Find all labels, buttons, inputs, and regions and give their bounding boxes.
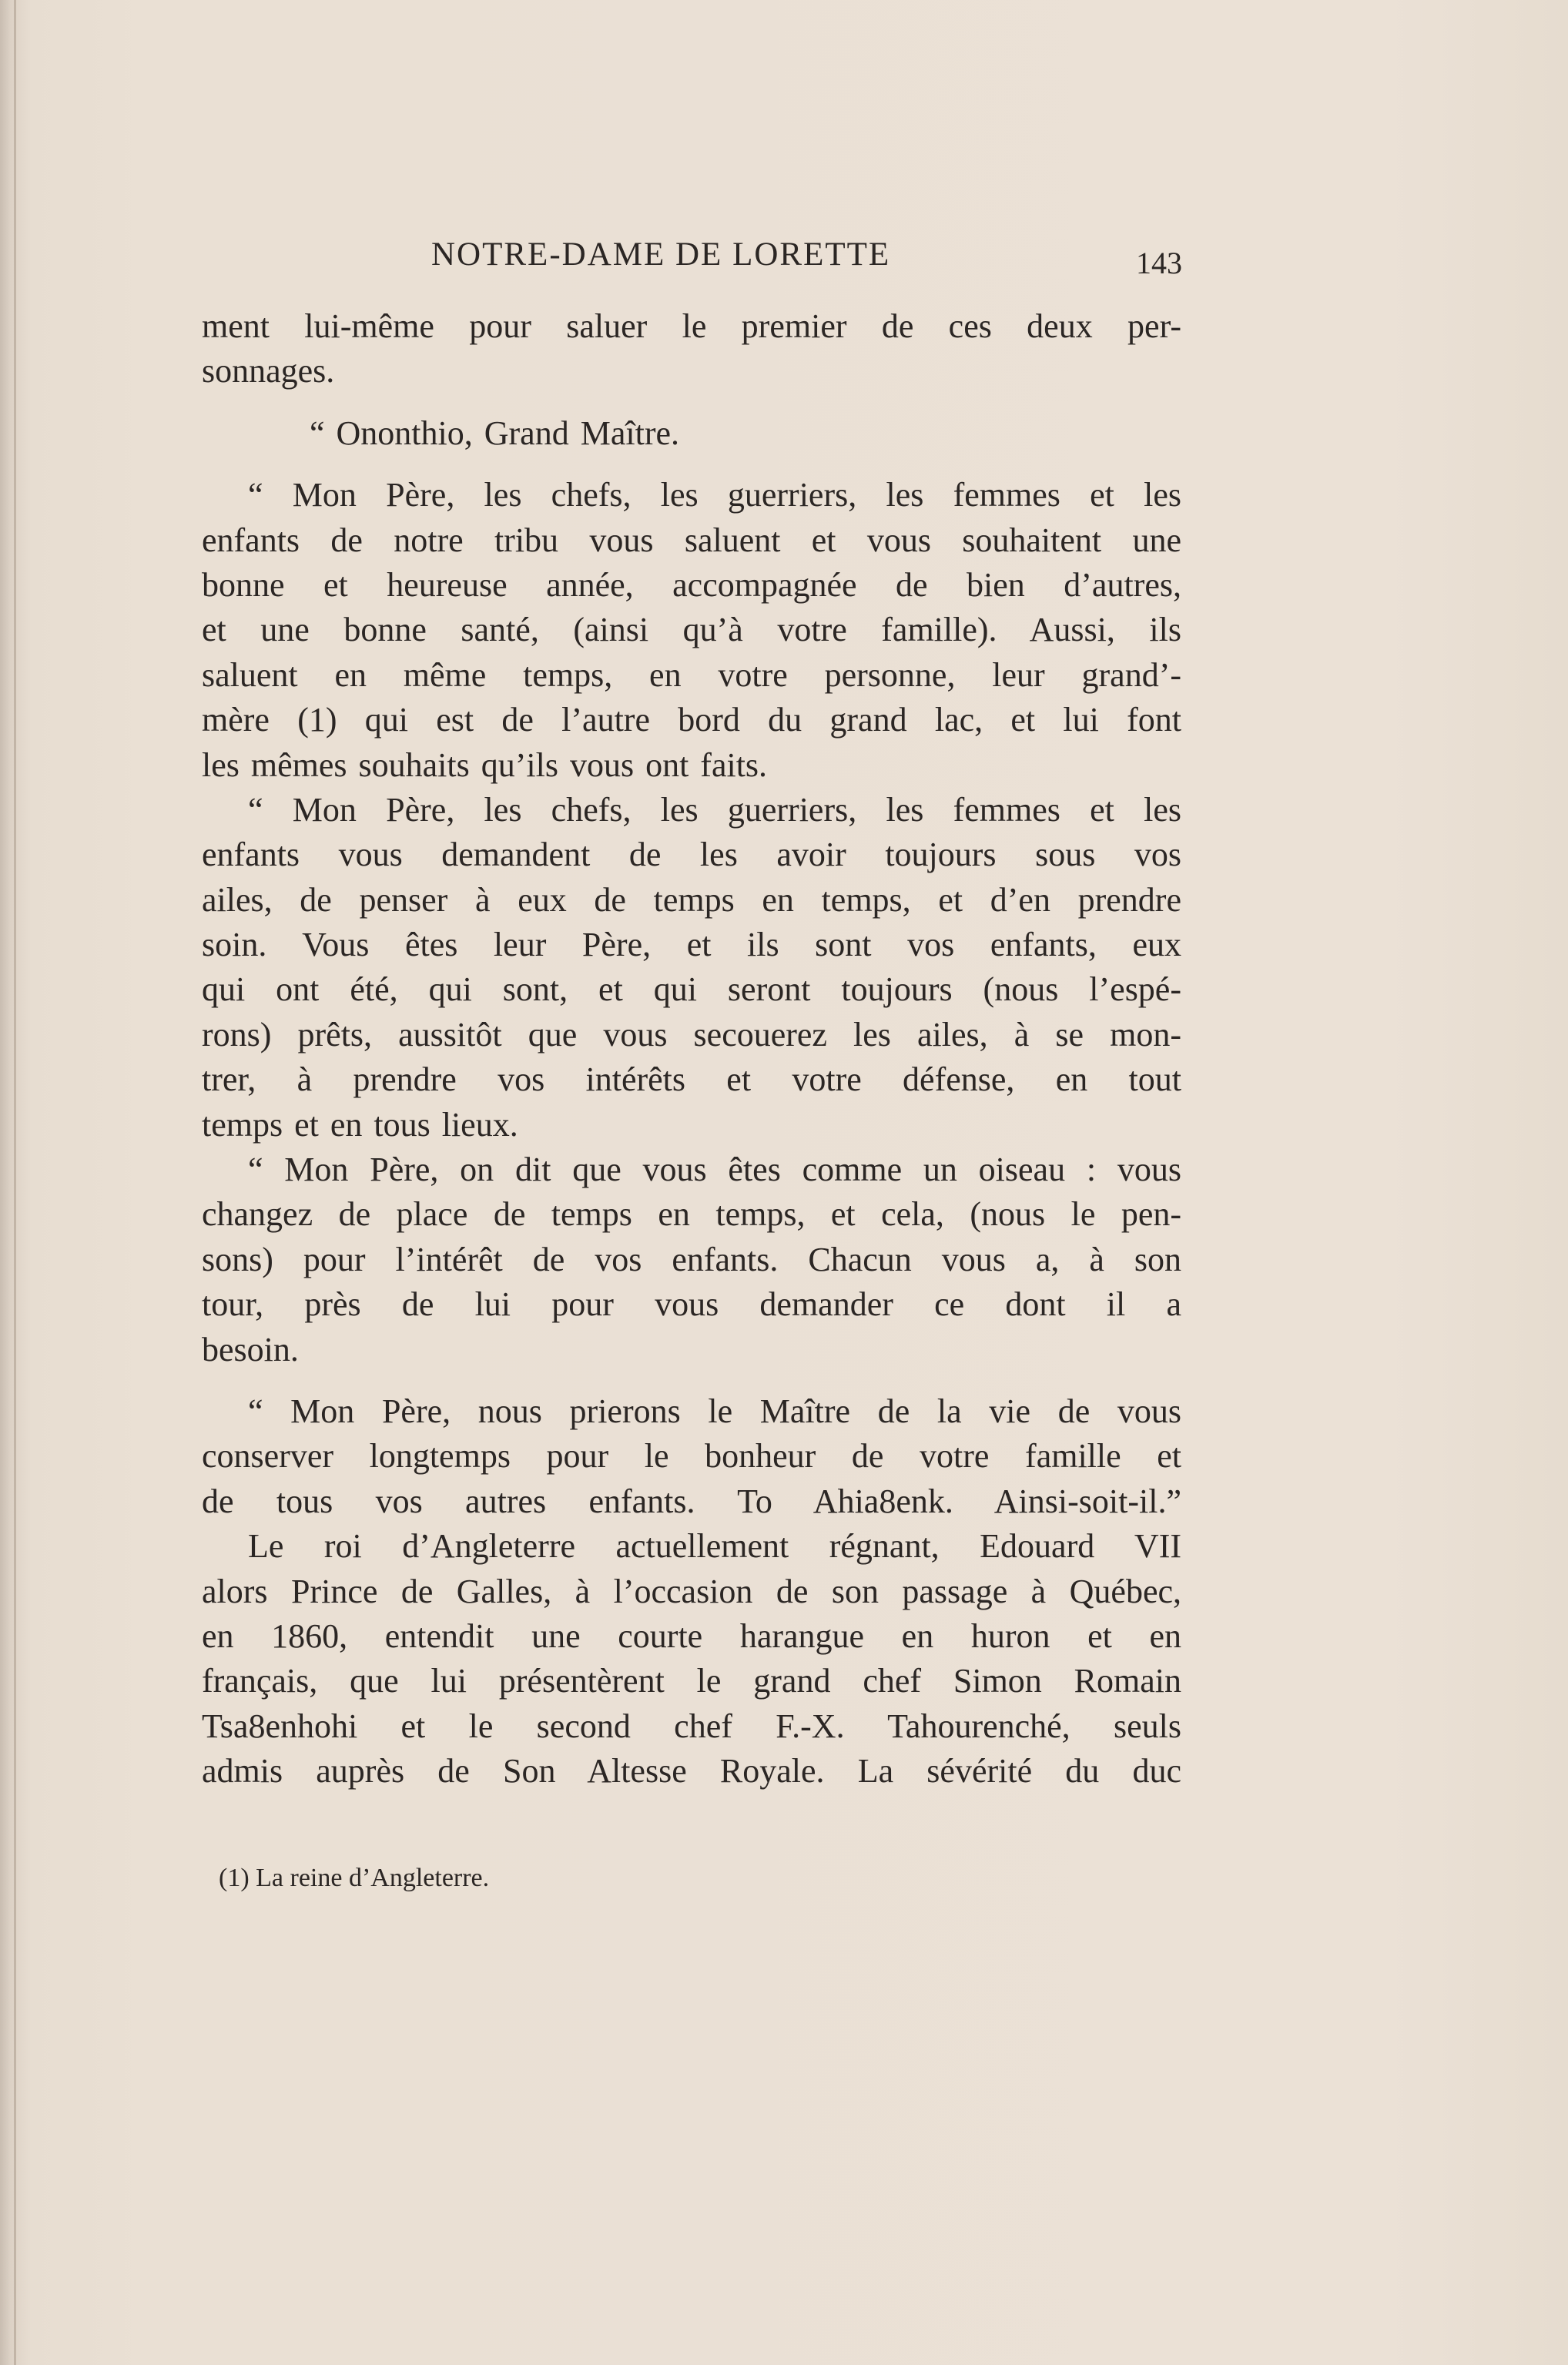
text-line: ailes, de penser à eux de temps en temps, et d’en prendre <box>202 880 1181 919</box>
paragraph-gap <box>202 456 1181 473</box>
page-number: 143 <box>1136 246 1182 280</box>
text-line: soin. Vous êtes leur Père, et ils sont vos enfants, eux <box>202 926 1181 964</box>
footnote: (1) La reine d’Angleterre. <box>219 1864 490 1892</box>
text-line: tour, près de lui pour vous demander ce dont il a <box>202 1285 1181 1324</box>
paragraph-gap <box>202 1372 1181 1389</box>
text-line: sons) pour l’intérêt de vos enfants. Chacun vous a, à son <box>202 1240 1181 1278</box>
text-line: temps et en tous lieux. <box>202 1105 518 1144</box>
text-line: bonne et heureuse année, accompagnée de bien d’autres, <box>202 565 1181 604</box>
text-line: en 1860, entendit une courte harangue en huron et en <box>202 1616 1181 1655</box>
text-line: sonnages. <box>202 352 335 390</box>
paragraph-gap <box>202 394 1181 411</box>
text-line: enfants de notre tribu vous saluent et vous souhaitent une <box>202 521 1181 559</box>
page-header <box>431 236 1201 282</box>
text-line: Le roi d’Angleterre actuellement régnant, Edouard VII <box>248 1527 1181 1566</box>
text-line: admis auprès de Son Altesse Royale. La sévérité du duc <box>202 1752 1181 1790</box>
text-line: “ Mon Père, les chefs, les guerriers, les femmes et les <box>248 790 1181 829</box>
text-line: “ Mon Père, nous prierons le Maître de la vie de vous <box>248 1392 1181 1430</box>
text-line: mère (1) qui est de l’autre bord du grand lac, et lui font <box>202 701 1181 739</box>
text-line: “ Mon Père, les chefs, les guerriers, les femmes et les <box>248 476 1181 514</box>
text-line: français, que lui présentèrent le grand chef Simon Romain <box>202 1662 1181 1700</box>
running-title: NOTRE-DAME DE LORETTE <box>431 236 891 273</box>
text-line: de tous vos autres enfants. To Ahia8enk. Ainsi-soit-il.” <box>202 1482 1181 1520</box>
text-line: “ Mon Père, on dit que vous êtes comme un oiseau : vous <box>248 1151 1181 1189</box>
text-line: enfants vous demandent de les avoir toujours sous vos <box>202 836 1181 874</box>
page-binding-edge <box>14 0 16 2365</box>
text-line: alors Prince de Galles, à l’occasion de son passage à Québec, <box>202 1572 1181 1610</box>
text-line: changez de place de temps en temps, et cela, (nous le pen- <box>202 1195 1181 1234</box>
text-line: qui ont été, qui sont, et qui seront toujours (nous l’espé- <box>202 970 1181 1009</box>
text-line: Tsa8enhohi et le second chef F.-X. Tahourenché, seuls <box>202 1707 1181 1745</box>
text-line: les mêmes souhaits qu’ils vous ont faits. <box>202 745 768 784</box>
text-line: trer, à prendre vos intérêts et votre défense, en tout <box>202 1060 1181 1099</box>
text-line: et une bonne santé, (ainsi qu’à votre famille). Aussi, ils <box>202 611 1181 649</box>
text-line: “ Ononthio, Grand Maître. <box>310 414 679 452</box>
text-line: rons) prêts, aussitôt que vous secouerez les ailes, à se mon- <box>202 1015 1181 1054</box>
text-line: besoin. <box>202 1330 299 1368</box>
text-line: saluent en même temps, en votre personne, leur grand’- <box>202 655 1181 694</box>
text-line: conserver longtemps pour le bonheur de votre famille et <box>202 1437 1181 1476</box>
body-text <box>202 304 1181 1794</box>
text-line: ment lui-même pour saluer le premier de ces deux per- <box>202 307 1181 345</box>
